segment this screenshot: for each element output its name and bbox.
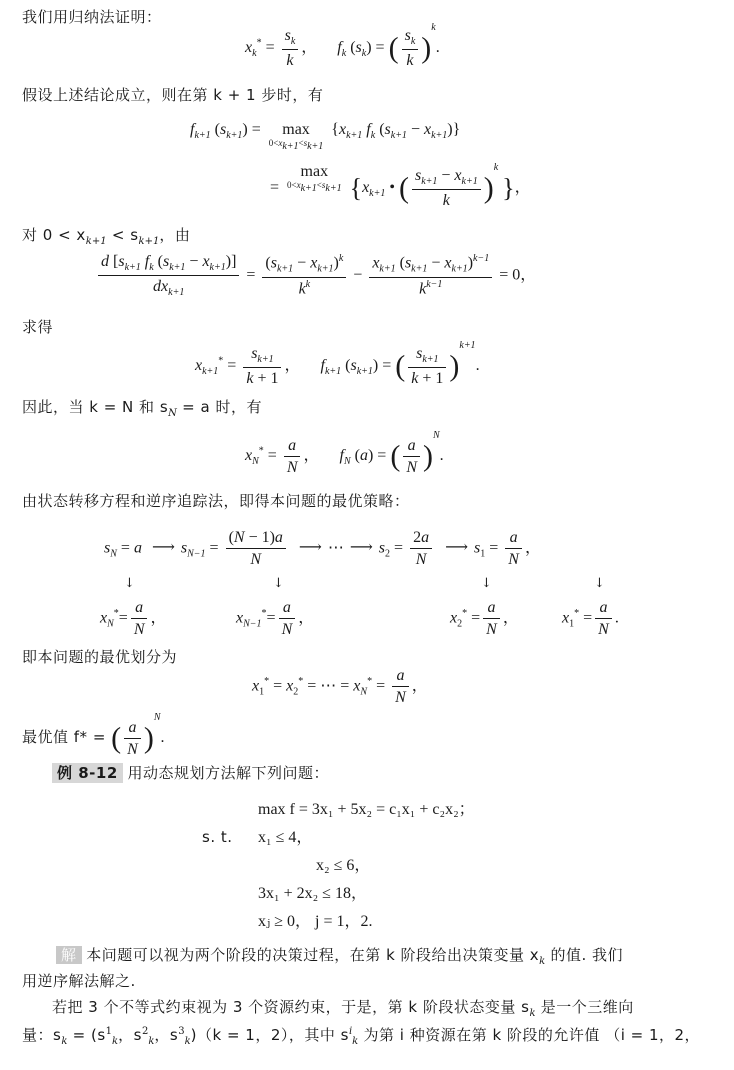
solution-line-3: 若把 3 个不等式约束视为 3 个资源约束，于是，第 k 阶段状态变量 $s_k$ 是一个三维向 bbox=[52, 998, 634, 1019]
range-text-b: < s bbox=[106, 226, 139, 244]
therefore-line: 因此，当 k = N 和 $s_N = a$ 时，有 bbox=[22, 398, 262, 419]
lp-constraint-1: x₁ ≤ 4， bbox=[258, 829, 313, 846]
lp-st: s. t. bbox=[202, 828, 233, 846]
hypothesis-text: 假设上述结论成立，则在第 k + 1 步时，有 bbox=[22, 86, 324, 104]
down-arrow-4: ↓ bbox=[594, 576, 605, 591]
therefore-text-b: = a 时，有 bbox=[176, 398, 262, 416]
lp-constraint-3: 3x₁ + 2x₂ ≤ 18， bbox=[258, 885, 367, 902]
range-text-c: ，由 bbox=[159, 226, 191, 244]
strategy-x-N: $x_N^*=$ $\frac{a}{N}$ ， bbox=[100, 599, 167, 639]
equation-induction-base: $x_k^*$ = $\frac{s_k}{k}$ ， $f_k$ $(s_k)$ = ( $\frac{s_k}{k}$ )$^k$. bbox=[245, 22, 440, 70]
strategy-x-N-1: $x_{N-1}^*=$ $\frac{a}{N}$ ， bbox=[236, 599, 315, 639]
solution-text-1a: 本问题可以视为两个阶段的决策过程，在第 k 阶段给出决策变量 x bbox=[86, 946, 540, 964]
solution-line-4: 量：$s_k = (s^1_k$，$s^2_k$，$s^3_k)(k = 1$，2），其中 $s^i_k$ 为第 i 种资源在第 k 阶段的允许值 （i = 1，2， bbox=[22, 1026, 701, 1047]
range-line: 对 $0 < x_{k+1} < s_{k+1}$，由 bbox=[22, 226, 191, 247]
solution-text-2a: 若把 3 个不等式约束视为 3 个资源约束，于是，第 k 阶段状态变量 s bbox=[52, 998, 530, 1016]
solve-text: 求得 bbox=[22, 318, 54, 336]
solution-text-3f: 为第 i 种资源在第 k 阶段的允许值 （i = 1，2， bbox=[358, 1026, 701, 1044]
solution-text-3b: = (s bbox=[67, 1026, 106, 1044]
example-line bbox=[52, 764, 329, 782]
therefore-text-a: 因此，当 k = N 和 s bbox=[22, 398, 169, 416]
intro-text: 我们用归纳法证明： bbox=[22, 8, 162, 26]
solution-line-1: 解 本问题可以视为两个阶段的决策过程，在第 k 阶段给出决策变量 $x_k$ 的值. 我们 bbox=[56, 946, 623, 968]
solution-text-2b: 是一个三维向 bbox=[535, 998, 634, 1016]
range-text-a: 对 0 < x bbox=[22, 226, 86, 244]
example-label: 例 8-12 bbox=[52, 763, 123, 783]
equation-recursion-1: $f_{k+1}$ $(s_{k+1})$ = max $0<x_{k+1}<s_{k+1}$ {$x_{k+1}$ $f_k$ $(s_{k+1} - x_{k+1})$} bbox=[190, 121, 461, 152]
optimal-value-line: 最优值 f* = ( $\frac{a}{N}$ )$^N$. bbox=[22, 712, 165, 758]
optimal-value-text: 最优值 f* = bbox=[22, 728, 112, 746]
strategy-x-1: $x_1^*$ = $\frac{a}{N}$ . bbox=[562, 599, 619, 639]
down-arrow-1: ↓ bbox=[124, 576, 135, 591]
solution-text-3a: 量：s bbox=[22, 1026, 62, 1044]
lp-constraint-4: xⱼ ≥ 0， j = 1，2. bbox=[258, 913, 373, 930]
down-arrow-2: ↓ bbox=[273, 576, 284, 591]
equation-final-N: $x_N^*$ = $\frac{a}{N}$ ， $f_N$ (a) = ( $\frac{a}{N}$ )$^N$. bbox=[245, 430, 444, 476]
strategy-chain: $s_N = a$ ⟶ $s_{N-1}$ = $\frac{(N - 1)a}{N}$ ⟶ ⋯ ⟶ $s_2$ = $\frac{2a}{N}$ ⟶ $s_1$ = $\frac{a}{N}$ ， bbox=[104, 529, 541, 569]
equation-recursion-2: = max $0<x_{k+1}<s_{k+1}$ {$x_{k+1}$ • ( $\frac{s_{k+1} - x_{k+1}}{k}$ )$^k$ }， bbox=[270, 162, 531, 210]
optimal-partition-text: 即本问题的最优划分为 bbox=[22, 648, 178, 666]
solution-text-3c: ，s bbox=[118, 1026, 142, 1044]
lp-constraint-2: x₂ ≤ 6， bbox=[316, 857, 371, 874]
equation-solution-k1: $x_{k+1}^*$ = $\frac{s_{k+1}}{k + 1}$ ， $f_{k+1}$ $(s_{k+1})$ = ( $\frac{s_{k+1}}{k + 1}$ )$^{k+1}$. bbox=[195, 340, 480, 388]
solution-text-3d: ，s bbox=[154, 1026, 179, 1044]
down-arrow-3: ↓ bbox=[481, 576, 492, 591]
solution-text-1b: 的值. 我们 bbox=[545, 946, 624, 964]
equation-derivative: $\frac{d [s_{k+1} f_k (s_{k+1} - x_{k+1})]}{dx_{k+1}}$ = $\frac{(s_{k+1} - x_{k+1})^k}{k^k}$ − $\frac{x_{k+1} (s_{k+1} - x_{k+1})^{k-1}}{k^{k-1}}$ = 0， bbox=[95, 252, 536, 299]
solution-text-3e: )（k = 1，2），其中 s bbox=[190, 1026, 349, 1044]
equation-optimal-partition: $x_1^* = x_2^*$ = ⋯ = $x_N^*$ = $\frac{a}{N}$ ， bbox=[252, 667, 428, 707]
example-text: 用动态规划方法解下列问题： bbox=[127, 764, 330, 782]
strategy-text: 由状态转移方程和逆序追踪法，即得本问题的最优策略： bbox=[22, 492, 410, 510]
solution-label: 解 bbox=[56, 946, 82, 964]
strategy-x-2: $x_2^*$ = $\frac{a}{N}$ ， bbox=[450, 599, 519, 639]
lp-objective: max f = 3x₁ + 5x₂ = c₁x₁ + c₂x₂； bbox=[258, 801, 475, 818]
solution-line-2: 用逆序解法解之. bbox=[22, 972, 136, 990]
